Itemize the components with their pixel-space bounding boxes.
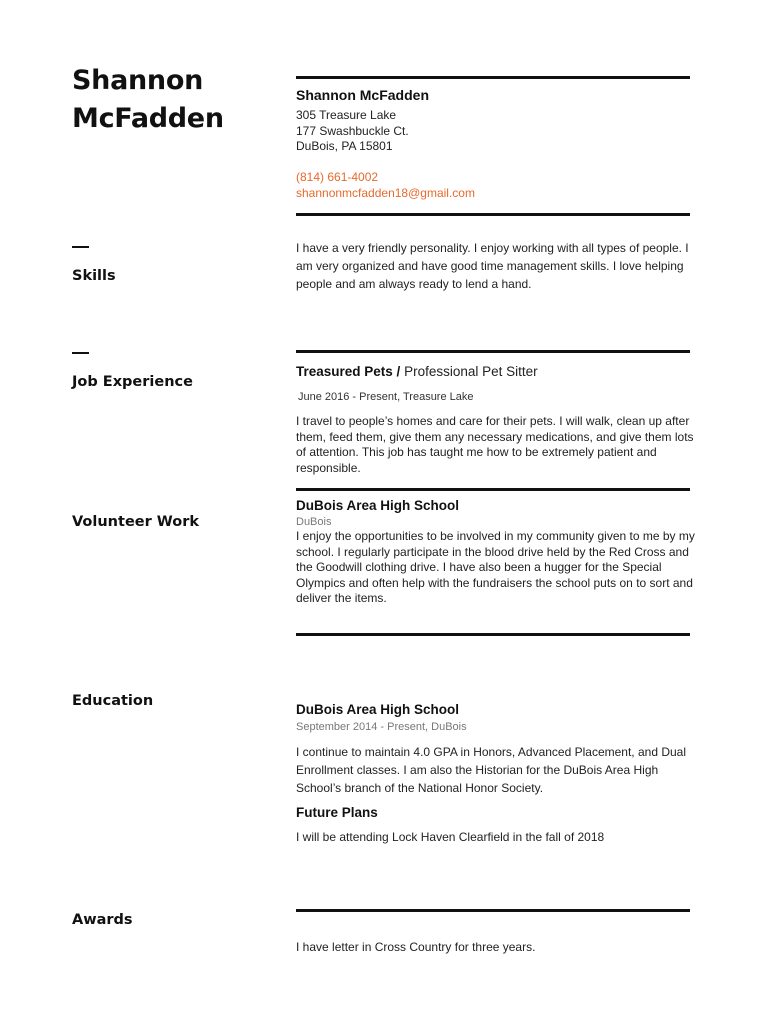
job-dates: June 2016 - Present, Treasure Lake [298, 391, 474, 403]
contact-top-rule [296, 76, 690, 79]
skills-text: I have a very friendly personality. I enjoy working with all types of people. I am very organized and have good time management skills. I love helping people and am always ready to lend a hand. [296, 241, 689, 291]
contact-email[interactable]: shannonmcfadden18@gmail.com [296, 186, 475, 200]
name-last: McFadden [72, 103, 224, 134]
address-line-2: 177 Swashbuckle Ct. [296, 123, 409, 138]
contact-bottom-rule [296, 213, 690, 216]
section-label-job-experience: Job Experience [72, 374, 193, 390]
address-city: DuBois, PA 15801 [296, 139, 393, 154]
education-dates: September 2014 - Present, DuBois [296, 721, 467, 733]
skills-dash [72, 246, 89, 248]
future-plans-heading: Future Plans [296, 805, 378, 820]
contact-address [296, 108, 696, 155]
address-line-1: 305 Treasure Lake [296, 108, 397, 122]
volunteer-bottom-rule [296, 633, 690, 636]
future-plans-text: I will be attending Lock Haven Clearfield in the fall of 2018 [296, 830, 605, 844]
awards-top-rule [296, 909, 690, 912]
volunteer-org: DuBois Area High School [296, 498, 460, 513]
section-label-awards: Awards [72, 912, 133, 928]
volunteer-description: I enjoy the opportunities to be involved in my community given to me by my school. I regularly participate in the blood drive held by the Red Cross and the Goodwill clothing drive. I have also been a hugger for the Special Olympics and often help with the fundraisers the school puts on to sort and deliver the items. [296, 529, 695, 606]
job-top-rule [296, 350, 690, 353]
job-description: I travel to people’s homes and care for their pets. I will walk, clean up after them, feed them, give them any necessary medications, and give them lots of attention. This job has taught me how to be extremely patient and responsible. [296, 414, 694, 475]
contact-name: Shannon McFadden [296, 87, 429, 103]
education-description: I continue to maintain 4.0 GPA in Honors, Advanced Placement, and Dual Enrollment classes. I am also the Historian for the DuBois Area High School’s branch of the National Honor Society. [296, 745, 687, 795]
name-first: Shannon [72, 65, 204, 96]
job-title: Professional Pet Sitter [400, 364, 538, 379]
education-school: DuBois Area High School [296, 702, 460, 717]
section-label-skills: Skills [72, 268, 116, 284]
contact-phone[interactable]: (814) 661-4002 [296, 170, 379, 184]
job-dash [72, 352, 89, 354]
job-header [296, 364, 696, 380]
resume-name [72, 62, 282, 138]
volunteer-location: DuBois [296, 516, 332, 528]
section-label-education: Education [72, 693, 154, 709]
job-company: Treasured Pets / [296, 364, 401, 379]
job-bottom-rule [296, 488, 690, 491]
awards-text: I have letter in Cross Country for three years. [296, 940, 536, 954]
section-label-volunteer: Volunteer Work [72, 514, 200, 530]
